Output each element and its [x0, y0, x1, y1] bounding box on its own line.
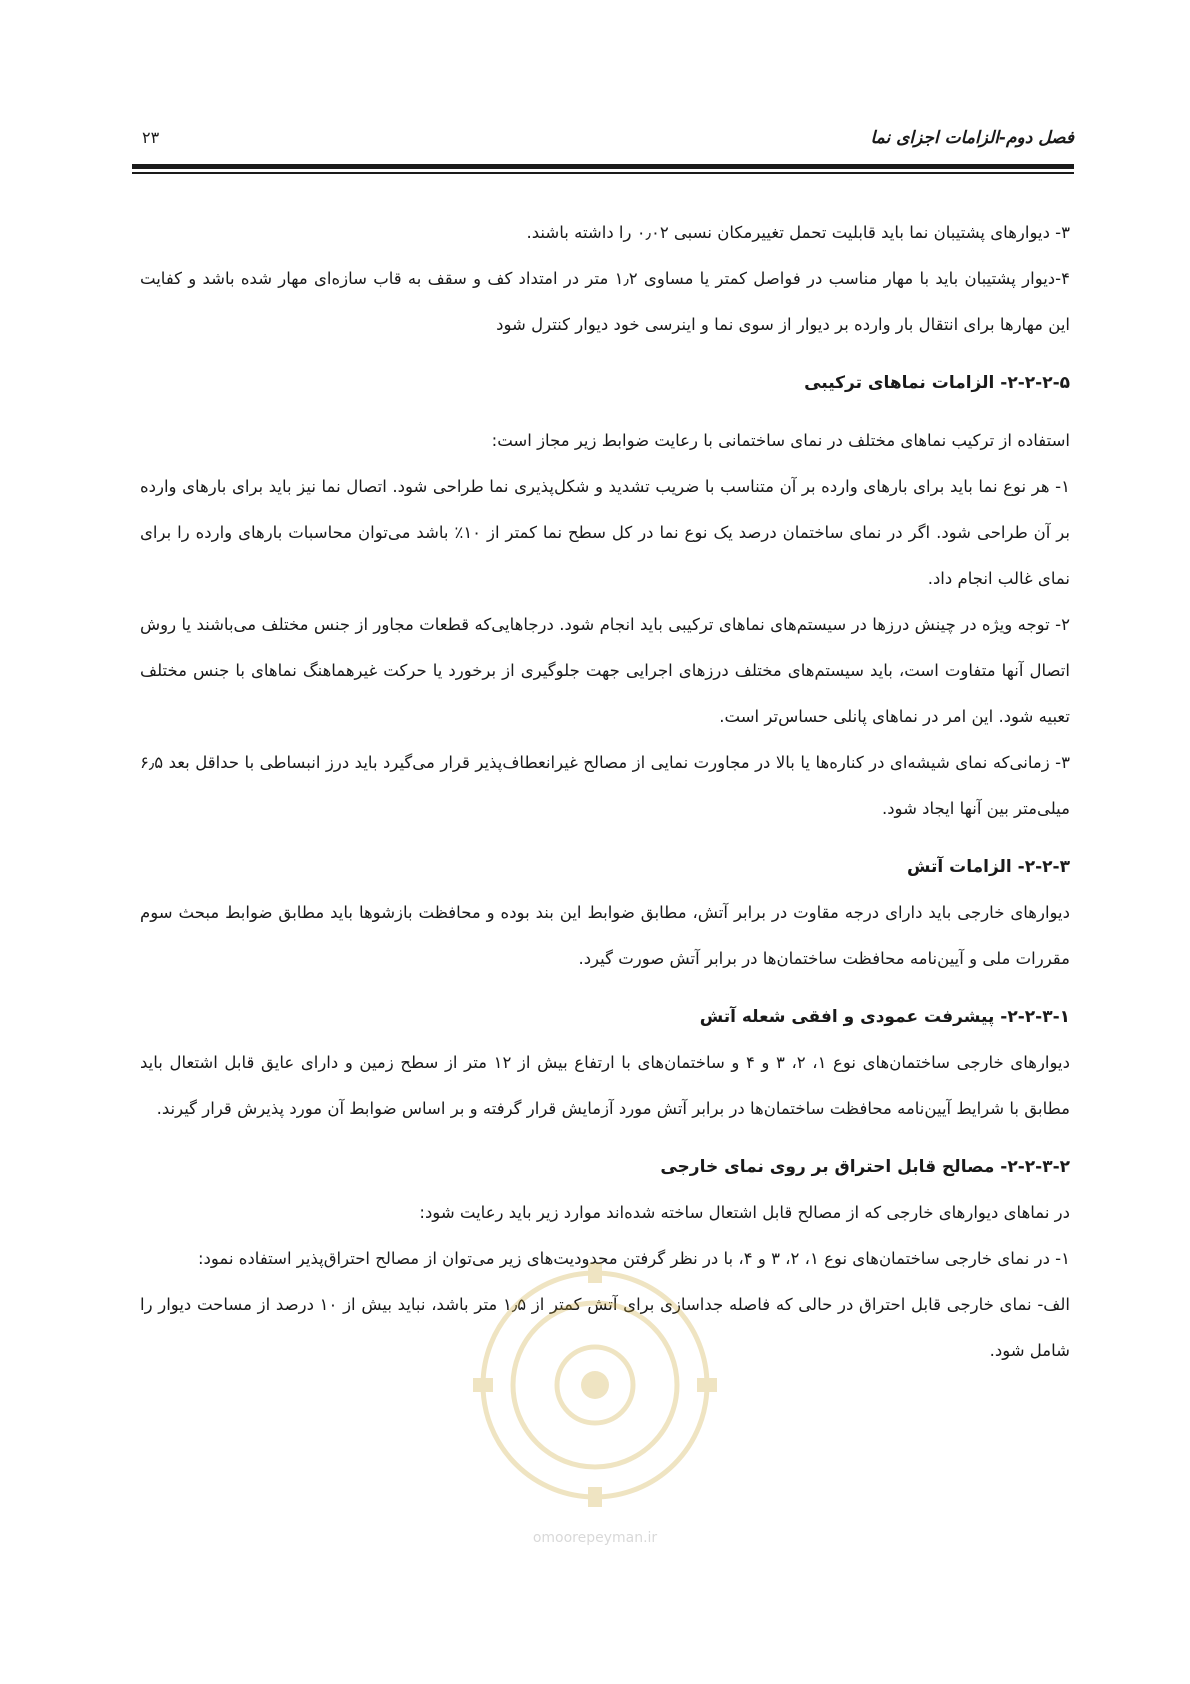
paragraph: استفاده از ترکیب نماهای مختلف در نمای ساختمانی با رعایت ضوابط زیر مجاز است: [491, 431, 1070, 450]
paragraph: در نماهای دیوارهای خارجی که از مصالح قابل اشتعال ساخته شده‌اند موارد زیر باید رعایت شود: [419, 1203, 1070, 1222]
document-body [140, 210, 1070, 1374]
paragraph: ۳- زمانی‌که نمای شیشه‌ای در کناره‌ها یا بالا در مجاورت نمایی از مصالح غیرانعطاف‌پذیر قرار می‌گیرد باید درز انبساطی با حداقل بعد ۶٫۵ میلی‌متر بین آنها ایجاد شود. [140, 753, 1070, 818]
paragraph: ۴-دیوار پشتیبان باید با مهار مناسب در فواصل کمتر یا مساوی ۱٫۲ متر در امتداد کف و سقف به قاب سازه‌ای مهار شده باشد و کفایت این مهارها برای انتقال بار وارده بر دیوار از سوی نما و اینرسی خود دیوار کنترل شود [140, 269, 1070, 334]
header-rule-thin [132, 172, 1074, 174]
watermark-url: omoorepeyman.ir [532, 1530, 658, 1546]
page-header [132, 128, 1074, 158]
paragraph: دیوارهای خارجی ساختمان‌های نوع ۱، ۲، ۳ و ۴ و ساختمان‌های با ارتفاع بیش از ۱۲ متر از سطح زمین و دارای عایق قابل اشتعال باید مطابق با شرایط آیین‌نامه محافظت ساختمان‌ها در برابر آتش مورد آزمایش قرار گرفته و بر اساس ضوابط آن مورد پذیرش قرار گیرند. [140, 1053, 1070, 1118]
paragraph: ۲- توجه ویژه در چینش درزها در سیستم‌های نماهای ترکیبی باید انجام شود. درجاهایی‌که قطعات مجاور از جنس مختلف می‌باشند یا روش اتصال آنها متفاوت است، باید سیستم‌های مختلف درزهای اجرایی جهت جلوگیری از برخورد یا حرکت غیرهماهنگ نماهای با جنس مختلف تعبیه شود. این امر در نماهای پانلی حساس‌تر است. [140, 615, 1070, 726]
paragraph: ۱- در نمای خارجی ساختمان‌های نوع ۱، ۲، ۳ و ۴، با در نظر گرفتن محدودیت‌های زیر می‌توان از مصالح احتراق‌پذیر استفاده نمود: [198, 1249, 1070, 1268]
section-heading: ۲-۲-۳-۱- پیشرفت عمودی و افقی شعله آتش [699, 1007, 1070, 1027]
paragraph: دیوارهای خارجی باید دارای درجه مقاوت در برابر آتش، مطابق ضوابط این بند بوده و محافظت بازشوها باید مطابق ضوابط مبحث سوم مقررات ملی و آیین‌نامه محافظت ساختمان‌ها در برابر آتش صورت گیرد. [140, 903, 1070, 968]
section-heading: ۲-۲-۳-۲- مصالح قابل احتراق بر روی نمای خارجی [660, 1157, 1070, 1177]
section-heading: ۲-۲-۳- الزامات آتش [907, 857, 1070, 877]
chapter-title: فصل دوم-الزامات اجزای نما [870, 128, 1074, 148]
header-rule-thick [132, 164, 1074, 169]
paragraph: الف- نمای خارجی قابل احتراق در حالی که فاصله جداسازی برای آتش کمتر از ۱٫۵ متر باشد، نباید بیش از ۱۰ درصد از مساحت دیوار را شامل شود. [140, 1295, 1070, 1360]
paragraph: ۱- هر نوع نما باید برای بارهای وارده بر آن متناسب با ضریب تشدید و شکل‌پذیری نما طراحی شود. اتصال نما نیز باید برای بارهای وارده بر آن طراحی شود. اگر در نمای ساختمان درصد یک نوع نما در کل سطح نما کمتر از ۱۰٪ باشد می‌توان محاسبات بارهای وارده را برای نمای غالب انجام داد. [140, 477, 1070, 588]
section-heading: ۲-۲-۲-۵- الزامات نماهای ترکیبی [804, 373, 1070, 393]
page-number: ۲۳ [142, 128, 160, 147]
paragraph: ۳- دیوارهای پشتیبان نما باید قابلیت تحمل تغییرمکان نسبی ۰٫۰۲ را داشته باشند. [526, 223, 1070, 242]
